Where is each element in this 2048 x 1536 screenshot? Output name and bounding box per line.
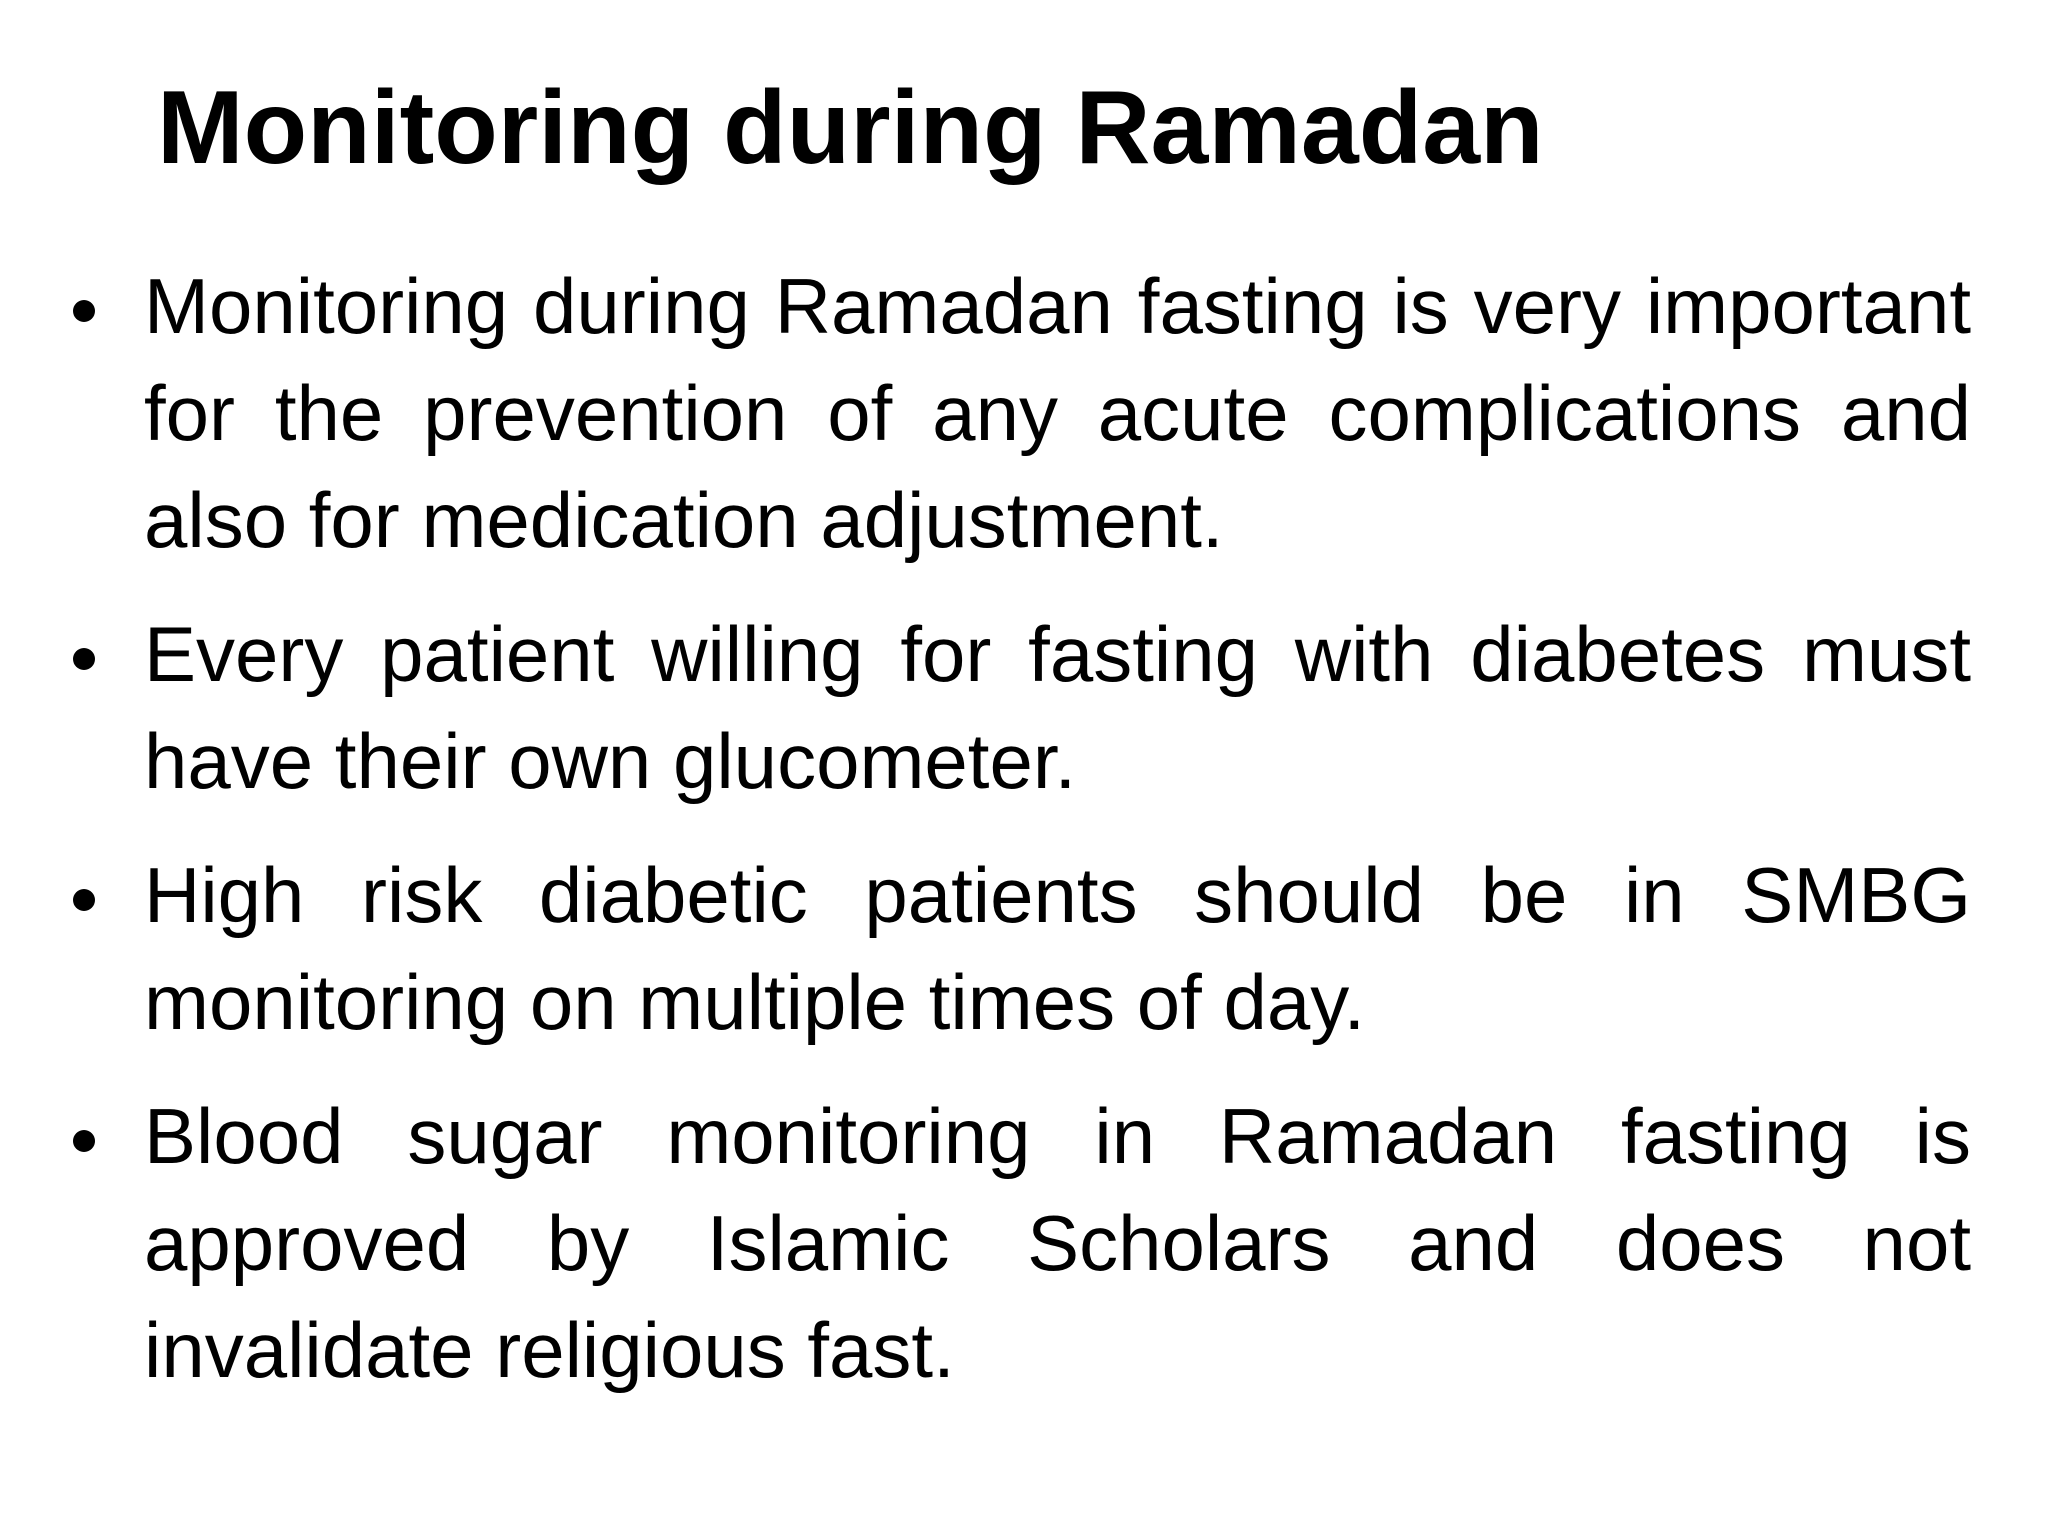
bullet-text: Monitoring during Ramadan fasting is very important for the prevention of any acute complications and also for medication adjustment.	[144, 262, 1971, 564]
bullet-text: Every patient willing for fasting with diabetes must have their own glucometer.	[144, 610, 1971, 805]
bullet-text: High risk diabetic patients should be in SMBG monitoring on multiple times of day.	[144, 851, 1971, 1046]
bullet-icon	[73, 889, 95, 911]
bullet-item	[0, 1083, 2048, 1404]
bullet-item	[0, 253, 2048, 574]
bullet-text: Blood sugar monitoring in Ramadan fasting is approved by Islamic Scholars and does not invalidate religious fast.	[144, 1092, 1971, 1394]
bullet-list	[0, 253, 2048, 1431]
bullet-icon	[73, 300, 95, 322]
slide-title: Monitoring during Ramadan	[157, 70, 1544, 186]
bullet-item	[0, 842, 2048, 1056]
bullet-icon	[73, 1130, 95, 1152]
bullet-item	[0, 601, 2048, 815]
bullet-icon	[73, 648, 95, 670]
